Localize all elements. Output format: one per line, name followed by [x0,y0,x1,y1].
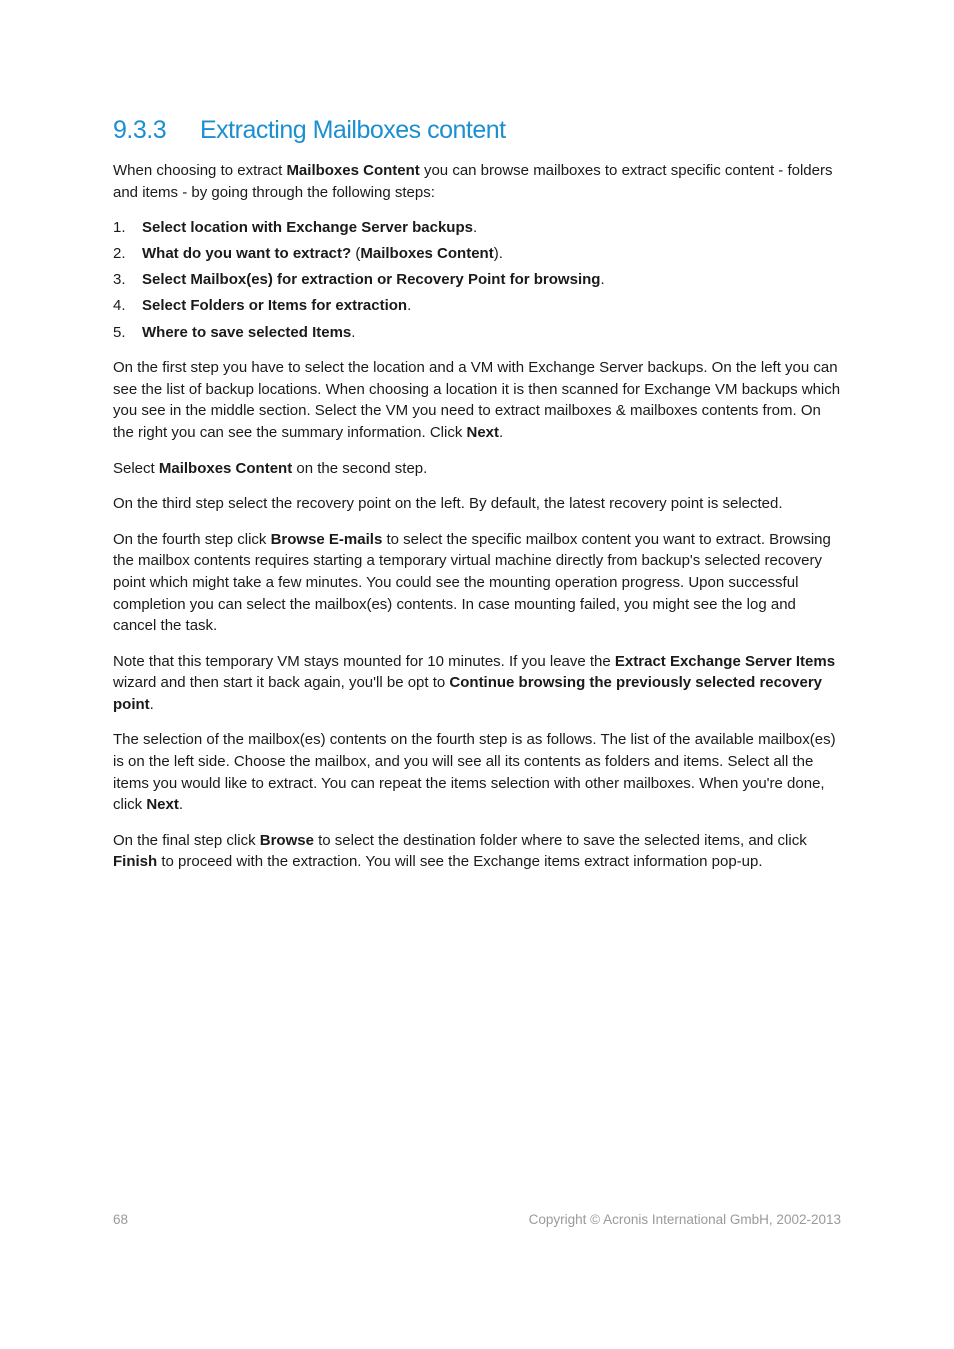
paragraph-first-step: On the first step you have to select the location and a VM with Exchange Server backups. On the left you can see the list of backup locations. When choosing a location it is then scanned for Exchange VM backups which you see in the middle section. Select the VM you need to extract mailboxes & mailboxes contents from. On the right you can see the summary information. Click Next. [113,359,841,441]
document-page [113,110,841,887]
paragraph-third-step: On the third step select the recovery point on the left. By default, the latest recovery point is selected. [113,495,783,513]
list-item: 3. Select Mailbox(es) for extraction or Recovery Point for browsing. [113,271,605,289]
intro-paragraph: When choosing to extract Mailboxes Content you can browse mailboxes to extract specific content - folders and items - by going through the following steps: [113,162,833,201]
list-item: 2. What do you want to extract? (Mailboxes Content). [113,245,503,263]
paragraph-note: Note that this temporary VM stays mounted for 10 minutes. If you leave the Extract Exchange Server Items wizard and then start it back again, you'll be opt to Continue browsing the previously selected recovery point. [113,652,836,713]
list-item: 4. Select Folders or Items for extraction. [113,297,412,315]
paragraph-fourth-step: On the fourth step click Browse E-mails to select the specific mailbox content you want to extract. Browsing the mailbox contents requires starting a temporary virtual machine directly from backup's selected recovery point which might take a few minutes. You could see the mounting operation progress. Upon successful completion you can select the mailbox(es) contents. In case mounting failed, you might see the log and cancel the task. [113,530,831,635]
copyright-notice: Copyright © Acronis International GmbH, 2002-2013 [528,1212,841,1227]
paragraph-selection: The selection of the mailbox(es) contents on the fourth step is as follows. The list of the available mailbox(es) is on the left side. Choose the mailbox, and you will see all its contents as folders and items. Select all the items you would like to extract. You can repeat the items selection with other mailboxes. When you're done, click Next. [113,731,836,814]
section-title: Extracting Mailboxes content [200,116,506,144]
list-item: 5. Where to save selected Items. [113,323,356,341]
page-number: 68 [113,1212,129,1227]
paragraph-final-step: On the final step click Browse to select the destination folder where to save the selected items, and click Finish to proceed with the extraction. You will see the Exchange items extract information pop-up. [113,831,807,871]
steps-list [113,217,841,343]
section-number: 9.3.3 [113,116,167,144]
list-item: 1. Select location with Exchange Server backups. [113,219,478,237]
paragraph-second-step: Select Mailboxes Content on the second step. [113,459,428,477]
page-footer [113,1212,841,1227]
section-heading [113,110,841,150]
